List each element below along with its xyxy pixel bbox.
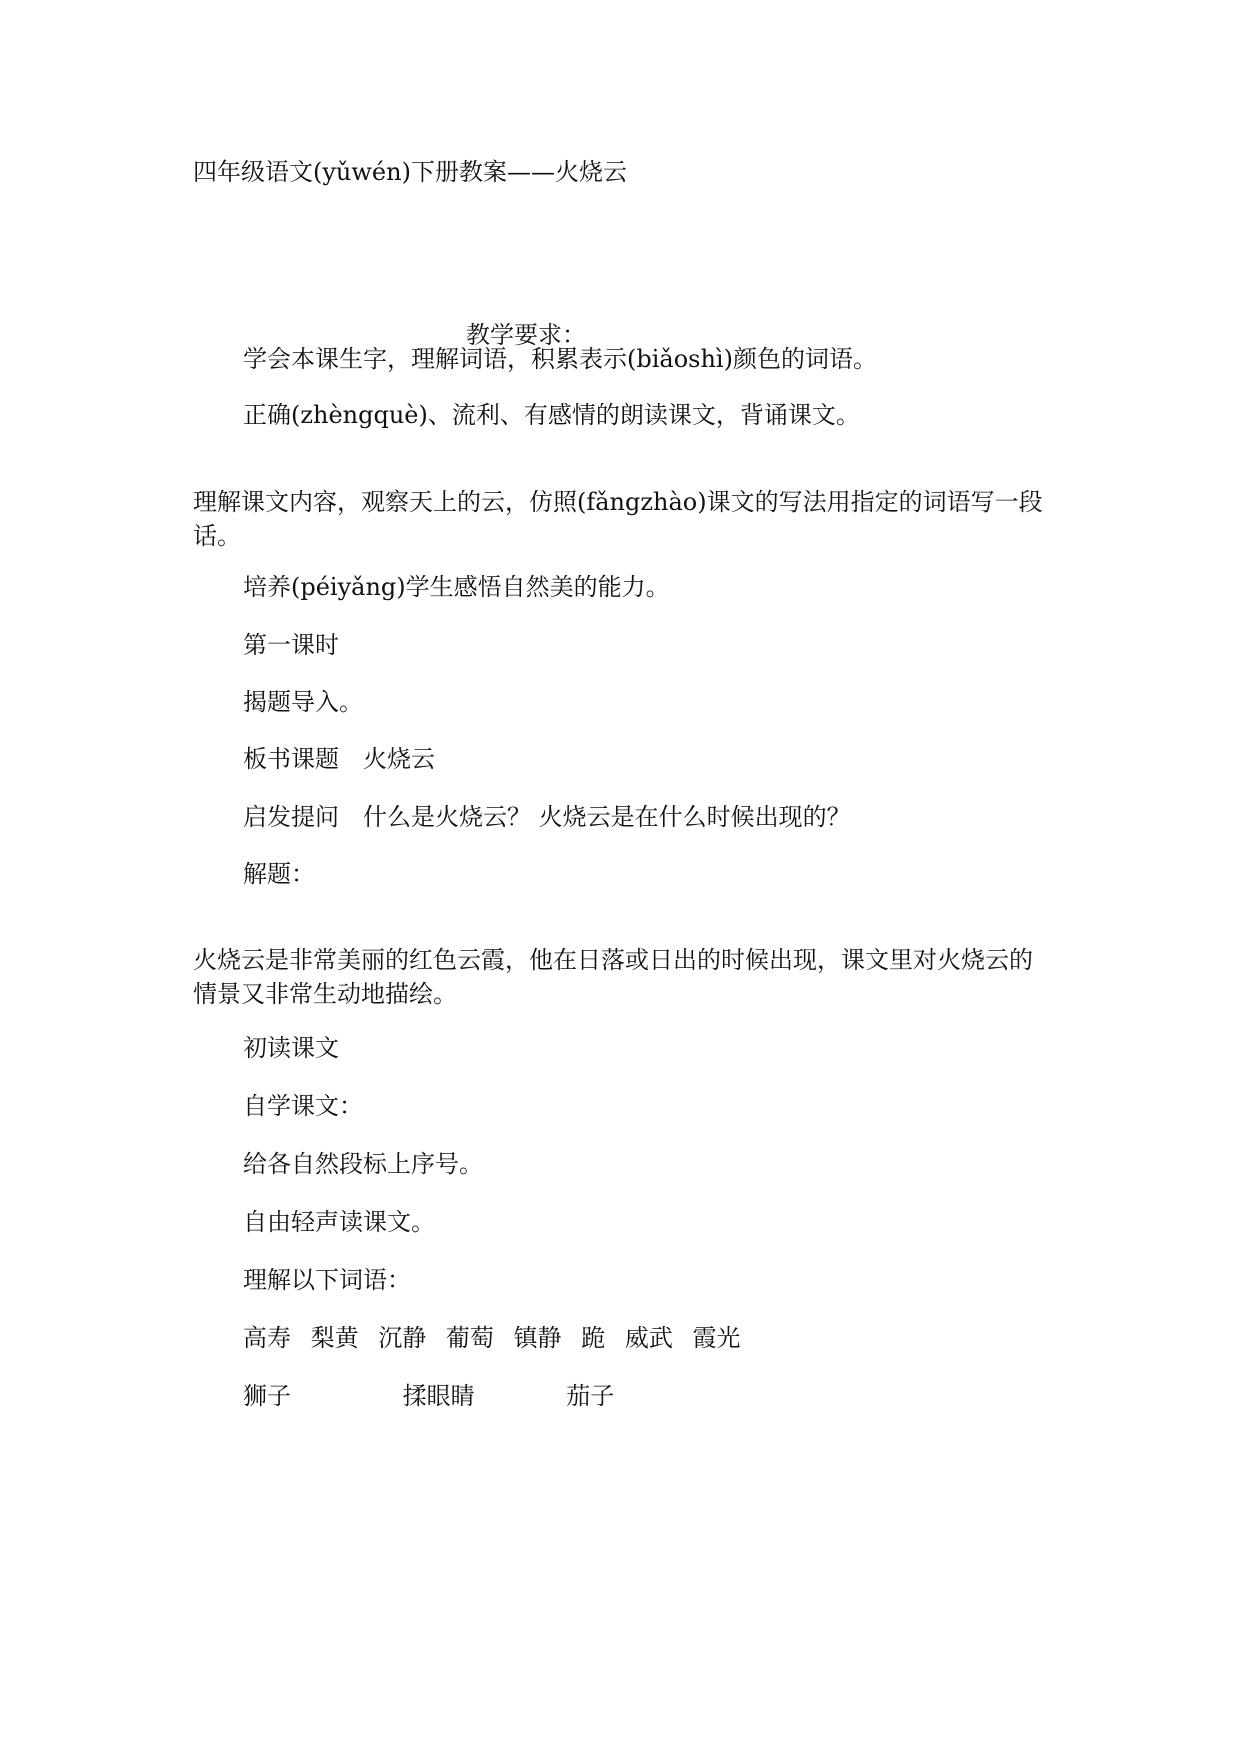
vocab-word: 揉眼睛 — [402, 1382, 475, 1410]
lesson-intro: 揭题导入。 — [243, 688, 363, 716]
vocab-word: 霞光 — [692, 1324, 741, 1352]
step-read-aloud: 自由轻声读课文。 — [243, 1208, 435, 1236]
self-study: 自学课文： — [243, 1092, 363, 1120]
vocab-word: 高寿 — [243, 1324, 291, 1352]
vocab-word: 沉静 — [378, 1324, 427, 1352]
requirement-3: 理解课文内容，观察天上的云，仿照(fǎngzhào)课文的写法用指定的词语写一段话。 — [193, 488, 1043, 550]
explain-label: 解题： — [243, 860, 315, 888]
vocab-word: 镇静 — [513, 1324, 562, 1352]
explain-text: 火烧云是非常美丽的红色云霞，他在日落或日出的时候出现，课文里对火烧云的情景又非常生动地描绘。 — [193, 946, 1033, 1008]
board-title: 板书课题 火烧云 — [243, 745, 435, 773]
requirement-4: 培养(péiyǎng)学生感悟自然美的能力。 — [243, 573, 670, 601]
requirement-1: 学会本课生字，理解词语，积累表示(biǎoshì)颜色的词语。 — [243, 345, 877, 373]
step-number-paragraphs: 给各自然段标上序号。 — [243, 1150, 483, 1178]
first-read: 初读课文 — [243, 1034, 339, 1062]
vocab-label: 理解以下词语： — [243, 1266, 411, 1294]
vocab-row-2 — [243, 1379, 614, 1413]
lesson-title: 第一课时 — [243, 631, 339, 659]
document-title: 四年级语文(yǔwén)下册教案——火烧云 — [193, 158, 627, 186]
vocab-row-1 — [243, 1321, 740, 1355]
vocab-word: 梨黄 — [310, 1324, 359, 1352]
prompt-question: 启发提问 什么是火烧云？ 火烧云是在什么时候出现的？ — [243, 803, 851, 831]
section-heading: 教学要求： — [466, 321, 586, 349]
vocab-word: 狮子 — [243, 1382, 291, 1410]
vocab-word: 茄子 — [566, 1382, 615, 1410]
vocab-word: 跪 — [581, 1324, 606, 1352]
requirement-2: 正确(zhèngquè)、流利、有感情的朗读课文，背诵课文。 — [243, 401, 860, 429]
vocab-word: 葡萄 — [445, 1324, 494, 1352]
vocab-word: 威武 — [624, 1324, 673, 1352]
